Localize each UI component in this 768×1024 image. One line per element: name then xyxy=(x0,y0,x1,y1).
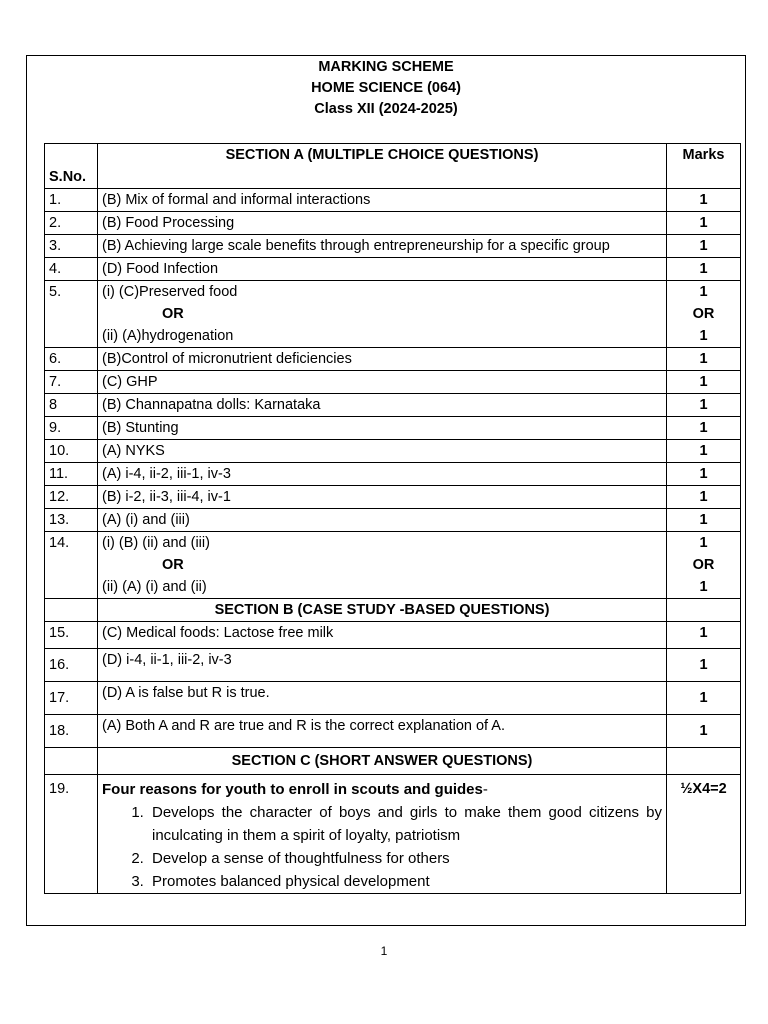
row-sno: 13. xyxy=(45,509,98,532)
row-marks: 1 xyxy=(667,649,741,682)
section-c-title: SECTION C (SHORT ANSWER QUESTIONS) xyxy=(98,748,667,775)
row-sno: 4. xyxy=(45,258,98,281)
list-item: 3. Promotes balanced physical development xyxy=(148,870,662,893)
row-sno-empty xyxy=(45,748,98,775)
row-answer: (C) GHP xyxy=(98,371,667,394)
row-sno: 16. xyxy=(45,649,98,682)
table-row xyxy=(45,281,741,348)
table-row xyxy=(45,258,741,281)
row-answer xyxy=(98,775,667,894)
row-answer: (D) i-4, ii-1, iii-2, iv-3 xyxy=(98,649,667,682)
table-row xyxy=(45,622,741,649)
row-marks: 1 xyxy=(667,189,741,212)
row-answer: (D) Food Infection xyxy=(98,258,667,281)
row-marks: 1 xyxy=(667,715,741,748)
row-sno: 2. xyxy=(45,212,98,235)
row-answer: (B) Stunting xyxy=(98,417,667,440)
section-b-row xyxy=(45,599,741,622)
row-answer: (B) Mix of formal and informal interactions xyxy=(98,189,667,212)
table-header-row xyxy=(45,144,741,189)
list-item: 2. Develop a sense of thoughtfulness for others xyxy=(148,847,662,870)
marks-option-ii: 1 xyxy=(699,328,708,344)
table-row xyxy=(45,649,741,682)
table-row xyxy=(45,417,741,440)
row-marks: 1 xyxy=(667,394,741,417)
row-sno: 7. xyxy=(45,371,98,394)
table-row xyxy=(45,371,741,394)
answer-lead xyxy=(102,778,662,801)
heading-class: Class XII (2024-2025) xyxy=(314,101,458,117)
row-sno: 5. xyxy=(45,281,98,348)
row-answer: (B) Food Processing xyxy=(98,212,667,235)
section-c-row xyxy=(45,748,741,775)
marks-option-i: 1 xyxy=(699,284,708,300)
row-answer: (B) Channapatna dolls: Karnataka xyxy=(98,394,667,417)
row-sno: 15. xyxy=(45,622,98,649)
table-row xyxy=(45,532,741,599)
row-sno: 3. xyxy=(45,235,98,258)
row-sno: 10. xyxy=(45,440,98,463)
row-sno: 14. xyxy=(45,532,98,599)
table-row xyxy=(45,486,741,509)
marking-scheme-frame xyxy=(26,55,746,926)
row-answer: (B) Achieving large scale benefits through entrepreneurship for a specific group xyxy=(98,235,667,258)
section-a-title: SECTION A (MULTIPLE CHOICE QUESTIONS) xyxy=(98,144,667,189)
table-row xyxy=(45,440,741,463)
row-sno: 19. xyxy=(45,775,98,894)
row-marks-empty xyxy=(667,748,741,775)
answer-option-ii: (ii) (A)hydrogenation xyxy=(102,328,234,344)
row-marks: 1 xyxy=(667,440,741,463)
table-row xyxy=(45,394,741,417)
table-row xyxy=(45,212,741,235)
row-answer: (B) i-2, ii-3, iii-4, iv-1 xyxy=(98,486,667,509)
row-marks: 1 xyxy=(667,258,741,281)
row-sno-empty xyxy=(45,599,98,622)
row-marks: 1 xyxy=(667,486,741,509)
table-row xyxy=(45,235,741,258)
row-marks xyxy=(667,281,741,348)
row-sno: 17. xyxy=(45,682,98,715)
or-label: OR xyxy=(162,557,184,573)
table-row xyxy=(45,463,741,486)
row-sno: 12. xyxy=(45,486,98,509)
row-marks: ½X4=2 xyxy=(667,775,741,894)
row-answer: (A) i-4, ii-2, iii-1, iv-3 xyxy=(98,463,667,486)
table-row xyxy=(45,189,741,212)
row-marks: 1 xyxy=(667,509,741,532)
answer-option-i: (i) (B) (ii) and (iii) xyxy=(102,535,210,551)
marking-table xyxy=(44,143,741,894)
page-number: 1 xyxy=(380,944,388,958)
row-marks: 1 xyxy=(667,235,741,258)
marks-option-i: 1 xyxy=(699,535,708,551)
row-marks xyxy=(667,532,741,599)
row-sno: 6. xyxy=(45,348,98,371)
row-sno: 9. xyxy=(45,417,98,440)
answer-lead-text: Four reasons for youth to enroll in scouts and guides xyxy=(102,781,483,798)
row-answer xyxy=(98,281,667,348)
row-answer: (A) Both A and R are true and R is the correct explanation of A. xyxy=(98,715,667,748)
heading-title: MARKING SCHEME xyxy=(318,59,454,75)
row-answer xyxy=(98,532,667,599)
table-row xyxy=(45,682,741,715)
table-row xyxy=(45,509,741,532)
heading-subject: HOME SCIENCE (064) xyxy=(311,80,461,96)
marks-option-ii: 1 xyxy=(699,579,708,595)
row-marks: 1 xyxy=(667,622,741,649)
marks-or-label: OR xyxy=(692,306,715,322)
row-sno: 8 xyxy=(45,394,98,417)
marks-or-label: OR xyxy=(692,557,715,573)
row-sno: 18. xyxy=(45,715,98,748)
col-marks-header: Marks xyxy=(667,144,741,189)
row-answer: (C) Medical foods: Lactose free milk xyxy=(98,622,667,649)
table-row xyxy=(45,348,741,371)
answer-lead-suffix: - xyxy=(482,781,488,798)
row-marks: 1 xyxy=(667,682,741,715)
table-row xyxy=(45,775,741,894)
answer-points-list xyxy=(102,801,662,893)
row-answer: (A) (i) and (iii) xyxy=(98,509,667,532)
answer-option-ii: (ii) (A) (i) and (ii) xyxy=(102,579,207,595)
row-marks: 1 xyxy=(667,417,741,440)
row-marks-empty xyxy=(667,599,741,622)
row-answer: (B)Control of micronutrient deficiencies xyxy=(98,348,667,371)
row-marks: 1 xyxy=(667,463,741,486)
col-sno-header: S.No. xyxy=(45,144,98,189)
section-b-title: SECTION B (CASE STUDY -BASED QUESTIONS) xyxy=(98,599,667,622)
row-sno: 11. xyxy=(45,463,98,486)
list-item: 1. Develops the character of boys and girls to make them good citizens by inculcating in them a spirit of loyalty, patriotism xyxy=(148,801,662,847)
row-marks: 1 xyxy=(667,212,741,235)
row-marks: 1 xyxy=(667,371,741,394)
table-row xyxy=(45,715,741,748)
row-sno: 1. xyxy=(45,189,98,212)
row-answer: (D) A is false but R is true. xyxy=(98,682,667,715)
row-answer: (A) NYKS xyxy=(98,440,667,463)
document-heading xyxy=(27,56,745,120)
or-label: OR xyxy=(162,306,184,322)
row-marks: 1 xyxy=(667,348,741,371)
answer-option-i: (i) (C)Preserved food xyxy=(102,284,238,300)
